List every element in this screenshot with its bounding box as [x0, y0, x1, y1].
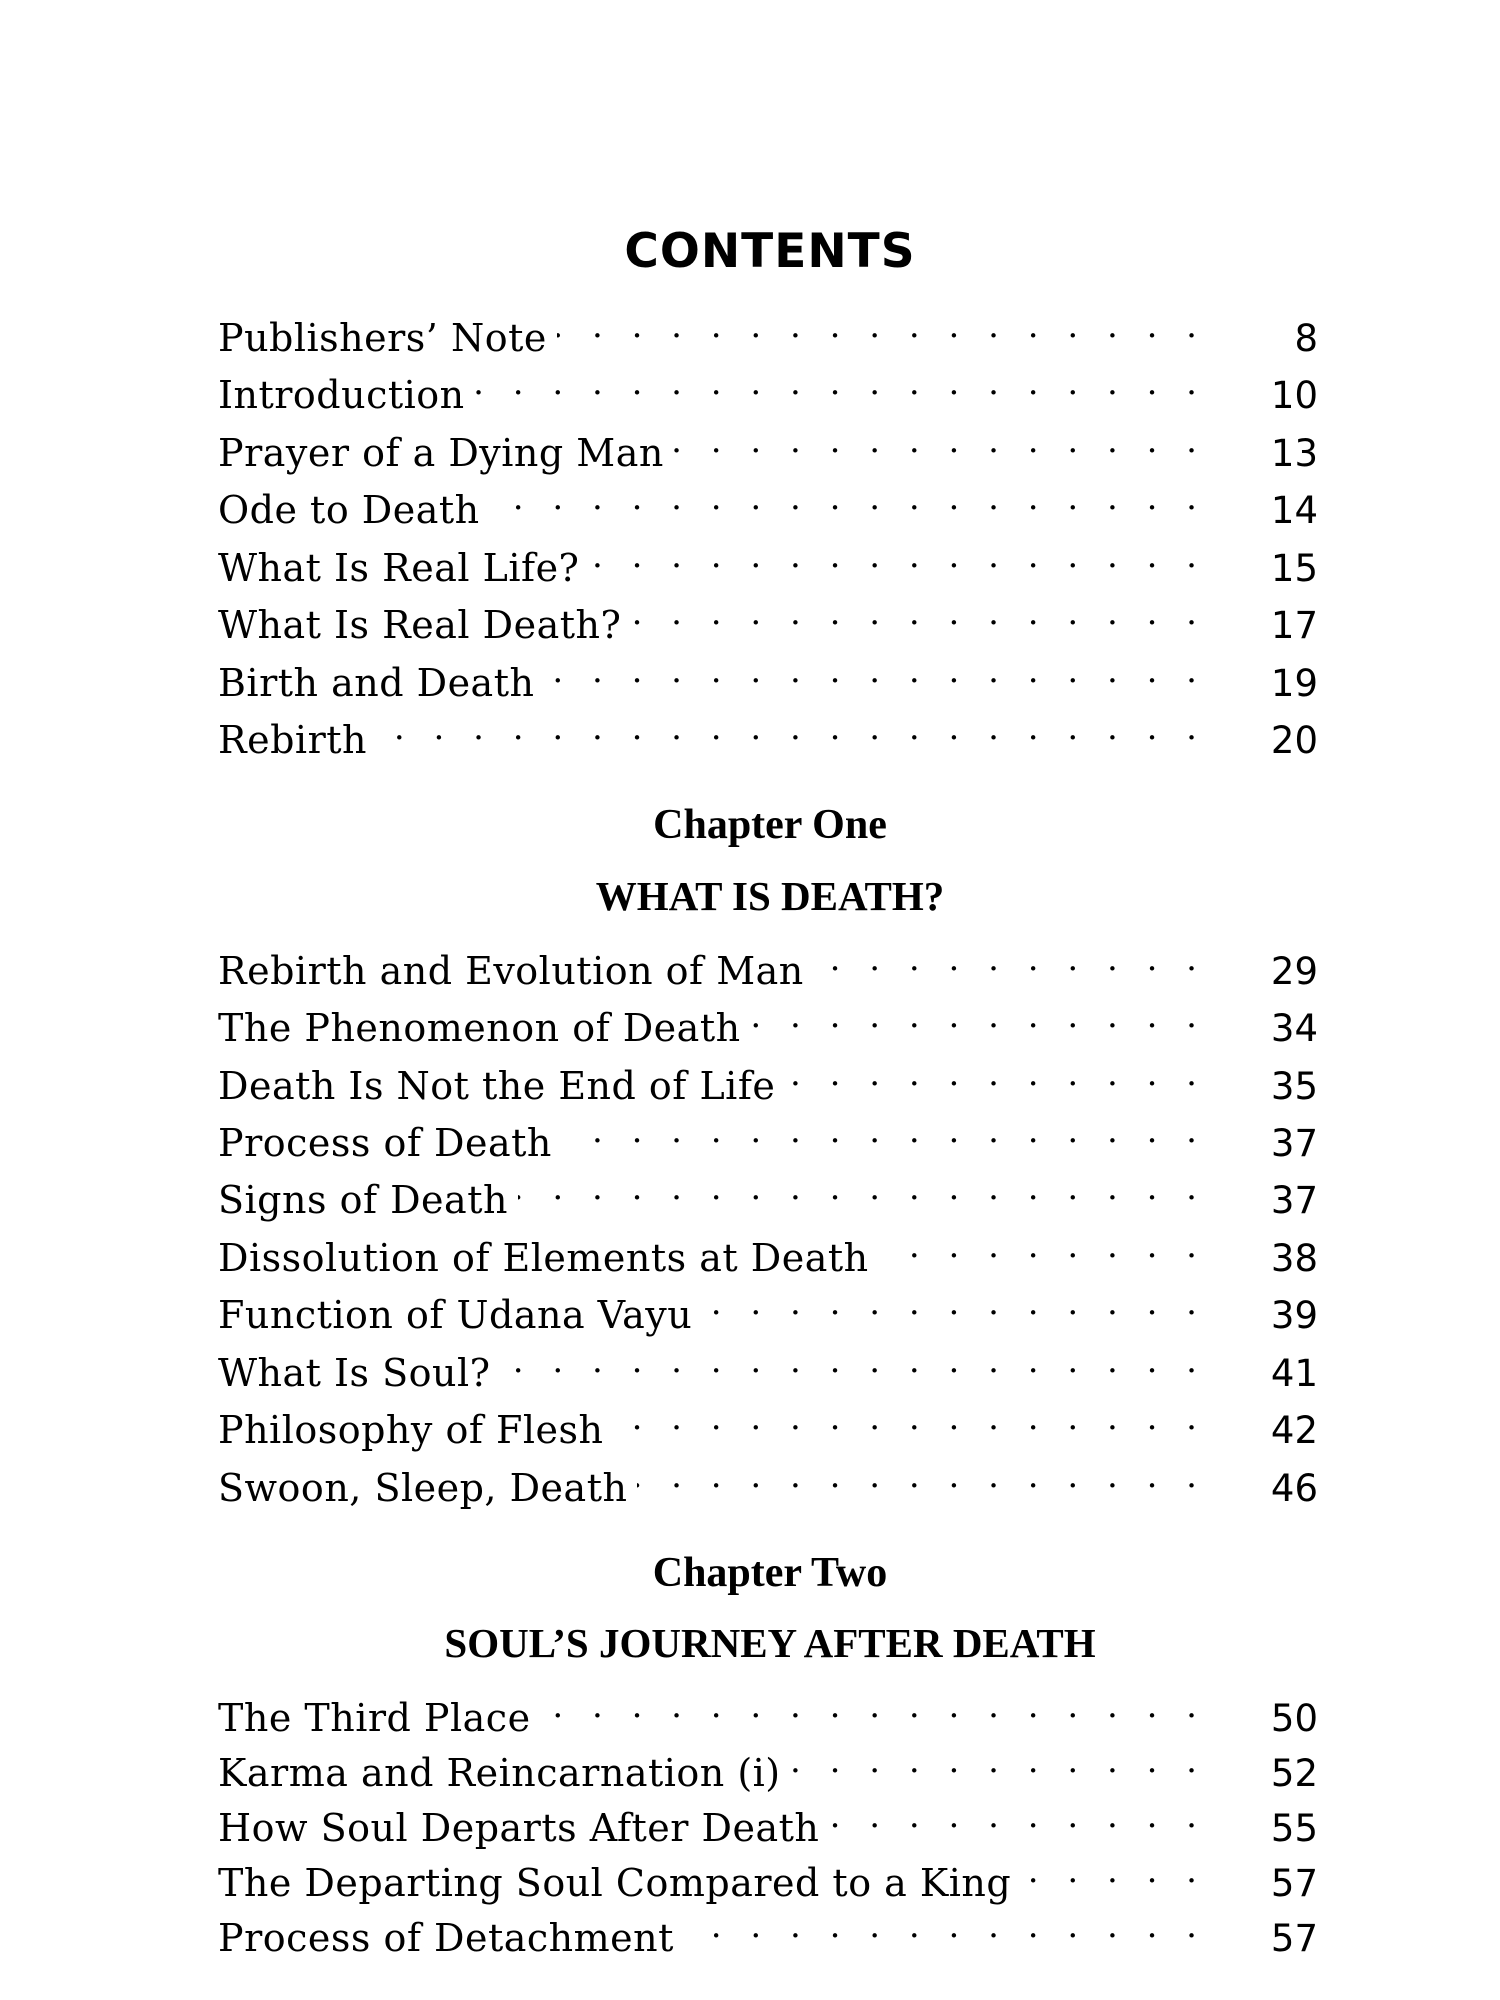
toc-entry-title: Prayer of a Dying Man — [218, 431, 664, 475]
toc-entry-title: Signs of Death — [218, 1178, 508, 1222]
toc-entry-title: Philosophy of Flesh — [218, 1408, 604, 1452]
toc-entry-page: 38 — [1270, 1237, 1318, 1280]
dot-leader — [1021, 1846, 1206, 1896]
toc-entry-page: 13 — [1270, 432, 1318, 475]
dot-leader — [475, 358, 1206, 408]
toc-entry-page: 35 — [1270, 1065, 1318, 1108]
toc-entry-title: Death Is Not the End of Life — [218, 1064, 776, 1108]
toc-entry — [218, 1846, 1318, 1905]
toc-entry — [218, 1336, 1318, 1395]
toc-entry-page: 41 — [1270, 1352, 1318, 1395]
toc-entry-page: 10 — [1270, 374, 1318, 417]
toc-entry — [218, 1049, 1318, 1108]
toc-entry-page: 42 — [1270, 1409, 1318, 1452]
chapter-one-label: Chapter One — [653, 802, 887, 848]
toc-entry-page: 46 — [1270, 1467, 1318, 1510]
toc-entry — [218, 1901, 1318, 1960]
toc-entry-title: What Is Soul? — [218, 1351, 491, 1395]
toc-entry-title: Process of Death — [218, 1121, 552, 1165]
toc-entry-title: Dissolution of Elements at Death — [218, 1236, 869, 1280]
toc-entry-title: The Departing Soul Compared to a King — [218, 1861, 1012, 1905]
toc-entry-title: Rebirth and Evolution of Man — [218, 949, 804, 993]
toc-entry — [218, 1681, 1318, 1740]
toc-entry — [218, 531, 1318, 590]
dot-leader — [879, 1221, 1206, 1271]
toc-entry-page: 34 — [1270, 1007, 1318, 1050]
toc-entry — [218, 1736, 1318, 1795]
toc-entry — [218, 1791, 1318, 1850]
toc-entry — [218, 1278, 1318, 1337]
dot-leader — [684, 1901, 1206, 1951]
toc-entry — [218, 1221, 1318, 1280]
dot-leader — [544, 646, 1206, 696]
dot-leader — [562, 1106, 1206, 1156]
chapter-one-title: WHAT IS DEATH? — [595, 873, 945, 919]
dot-leader — [785, 1049, 1206, 1099]
toc-entry-page: 52 — [1270, 1752, 1318, 1795]
toc-entry-title: The Phenomenon of Death — [218, 1006, 741, 1050]
dot-leader — [674, 416, 1206, 466]
toc-entry-page: 57 — [1270, 1862, 1318, 1905]
toc-entry-title: Karma and Reincarnation (i) — [218, 1751, 781, 1795]
toc-entry — [218, 588, 1318, 647]
dot-leader — [541, 1681, 1206, 1731]
dot-leader — [751, 991, 1206, 1041]
dot-leader — [501, 1336, 1206, 1386]
toc-entry — [218, 1393, 1318, 1452]
toc-entry — [218, 703, 1318, 762]
toc-entry-title: Function of Udana Vayu — [218, 1293, 693, 1337]
toc-entry-page: 8 — [1294, 317, 1318, 360]
toc-entry-page: 20 — [1270, 719, 1318, 762]
dot-leader — [631, 588, 1206, 638]
dot-leader — [829, 1791, 1206, 1841]
dot-leader — [613, 1393, 1206, 1443]
toc-entry-title: Ode to Death — [218, 488, 480, 532]
toc-entry-title: Publishers’ Note — [218, 316, 547, 360]
toc-entry-title: Rebirth — [218, 718, 367, 762]
toc-entry-title: Swoon, Sleep, Death — [218, 1466, 628, 1510]
toc-entry — [218, 991, 1318, 1050]
toc-entry — [218, 473, 1318, 532]
toc-entry-page: 15 — [1270, 547, 1318, 590]
toc-entry — [218, 358, 1318, 417]
toc-entry-title: The Third Place — [218, 1696, 531, 1740]
dot-leader — [557, 301, 1206, 351]
chapter-two-title: SOUL’S JOURNEY AFTER DEATH — [444, 1620, 1096, 1666]
dot-leader — [702, 1278, 1206, 1328]
toc-entry-title: How Soul Departs After Death — [218, 1806, 820, 1850]
toc-entry-title: Process of Detachment — [218, 1916, 674, 1960]
toc-entry-page: 37 — [1270, 1122, 1318, 1165]
toc-entry — [218, 301, 1318, 360]
toc-entry — [218, 416, 1318, 475]
toc-entry — [218, 646, 1318, 705]
dot-leader — [589, 531, 1206, 581]
toc-entry — [218, 1451, 1318, 1510]
dot-leader — [814, 934, 1206, 984]
toc-entry-page: 17 — [1270, 604, 1318, 647]
toc-entry-page: 37 — [1270, 1179, 1318, 1222]
toc-entry-page: 19 — [1270, 662, 1318, 705]
toc-entry-page: 29 — [1270, 950, 1318, 993]
toc-entry — [218, 934, 1318, 993]
toc-entry — [218, 1106, 1318, 1165]
toc-entry-page: 55 — [1270, 1807, 1318, 1850]
toc-entry-title: What Is Real Life? — [218, 546, 580, 590]
toc-entry-page: 39 — [1270, 1294, 1318, 1337]
toc-entry-title: What Is Real Death? — [218, 603, 622, 647]
dot-leader — [791, 1736, 1206, 1786]
toc-entry-page: 57 — [1270, 1917, 1318, 1960]
toc-entry-page: 50 — [1270, 1697, 1318, 1740]
toc-entry-page: 14 — [1270, 489, 1318, 532]
toc-entry — [218, 1163, 1318, 1222]
toc-entry-title: Birth and Death — [218, 661, 535, 705]
toc-entry-title: Introduction — [218, 373, 465, 417]
chapter-two-label: Chapter Two — [652, 1550, 888, 1596]
dot-leader — [518, 1163, 1206, 1213]
dot-leader — [637, 1451, 1206, 1501]
dot-leader — [377, 703, 1206, 753]
dot-leader — [490, 473, 1206, 523]
contents-heading: CONTENTS — [624, 224, 916, 279]
